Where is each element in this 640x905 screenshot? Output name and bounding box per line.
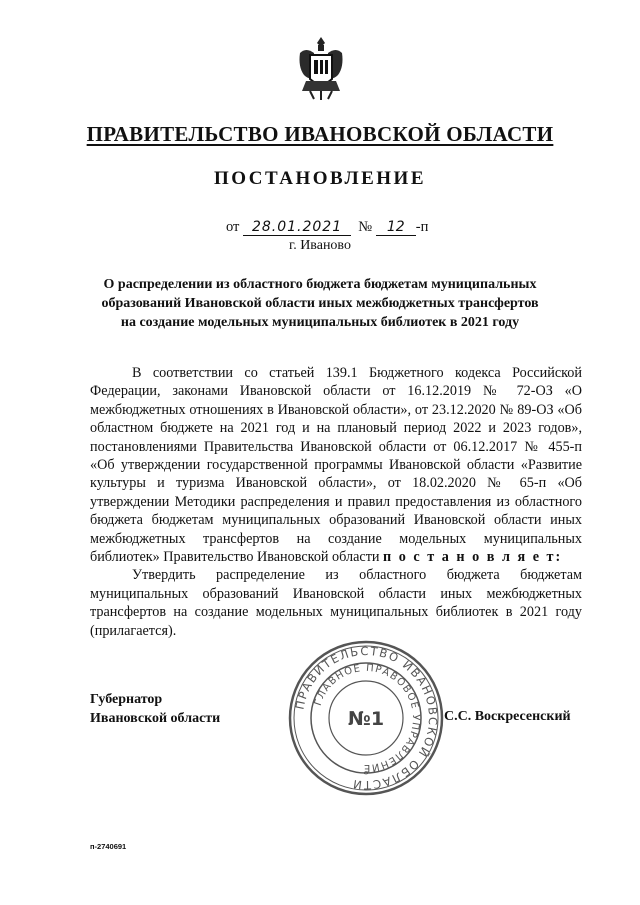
stamp-outer-text: ПРАВИТЕЛЬСТВО ИВАНОВСКОЙ ОБЛАСТИ [292,643,441,793]
decree-word: п о с т а н о в л я е т: [383,549,563,566]
subject-line: О распределении из областного бюджета бюджетам муниципальных [103,277,537,292]
official-round-stamp-icon [286,638,446,798]
document-body [90,364,582,640]
document-subject [60,275,580,332]
coat-of-arms-icon [296,33,346,103]
signatory-name: С.С. Воскресенский [444,709,571,724]
subject-line: образований Ивановской области иных межбюджетных трансфертов [101,296,539,311]
handwritten-number: 12 [376,219,416,236]
government-title: ПРАВИТЕЛЬСТВО ИВАНОВСКОЙ ОБЛАСТИ [86,122,554,146]
document-type: ПОСТАНОВЛЕНИЕ [213,168,427,189]
number-label: № [358,219,373,235]
stamp-number: №1 [347,708,385,730]
preamble-text: В соответствии со статьей 139.1 Бюджетного кодекса Российской Федерации, законами Ивановской области от 16.12.2019 № 72-ОЗ «О межбюджетных отношениях в Ивановской области», от 23.12.2020 № 89-ОЗ «Об областном бюджете на 2021 год и на плановый период 2022 и 2023 годов», постановлениями Правительства Ивановской области от 06.12.2017 № 455-п «Об утверждении государственной программы Ивановской области «Развитие культуры и туризма Ивановской области», от 18.02.2020 № 65-п «Об утверждении Методики распределения и правил предоставления из областного бюджета бюджетам муниципальных образований Ивановской области иных межбюджетных трансфертов на создание модельных муниципальных библиотек» Правительство Ивановской области [90,365,582,566]
svg-text:*: * [363,770,369,781]
date-number-line [226,219,428,236]
position-line: Ивановской области [90,711,221,726]
date-prefix: от [226,219,240,235]
document-code: п-2740691 [90,842,127,851]
signatory-position [90,690,220,728]
subject-line: на создание модельных муниципальных библиотек в 2021 году [120,315,520,330]
number-suffix: -п [415,219,429,235]
stamp-inner-text: ГЛАВНОЕ ПРАВОВОЕ УПРАВЛЕНИЕ [312,662,422,774]
paragraph-decision: Утвердить распределение из областного бюджета бюджетам муниципальных образований Ивановской области иных межбюджетных трансфертов на создание модельных муниципальных библиотек в 2021 году (прилагается). [90,567,582,639]
handwritten-date: 28.01.2021 [243,219,351,236]
paragraph-preamble [90,364,582,566]
city: г. Иваново [289,238,351,253]
position-line: Губернатор [90,692,163,707]
